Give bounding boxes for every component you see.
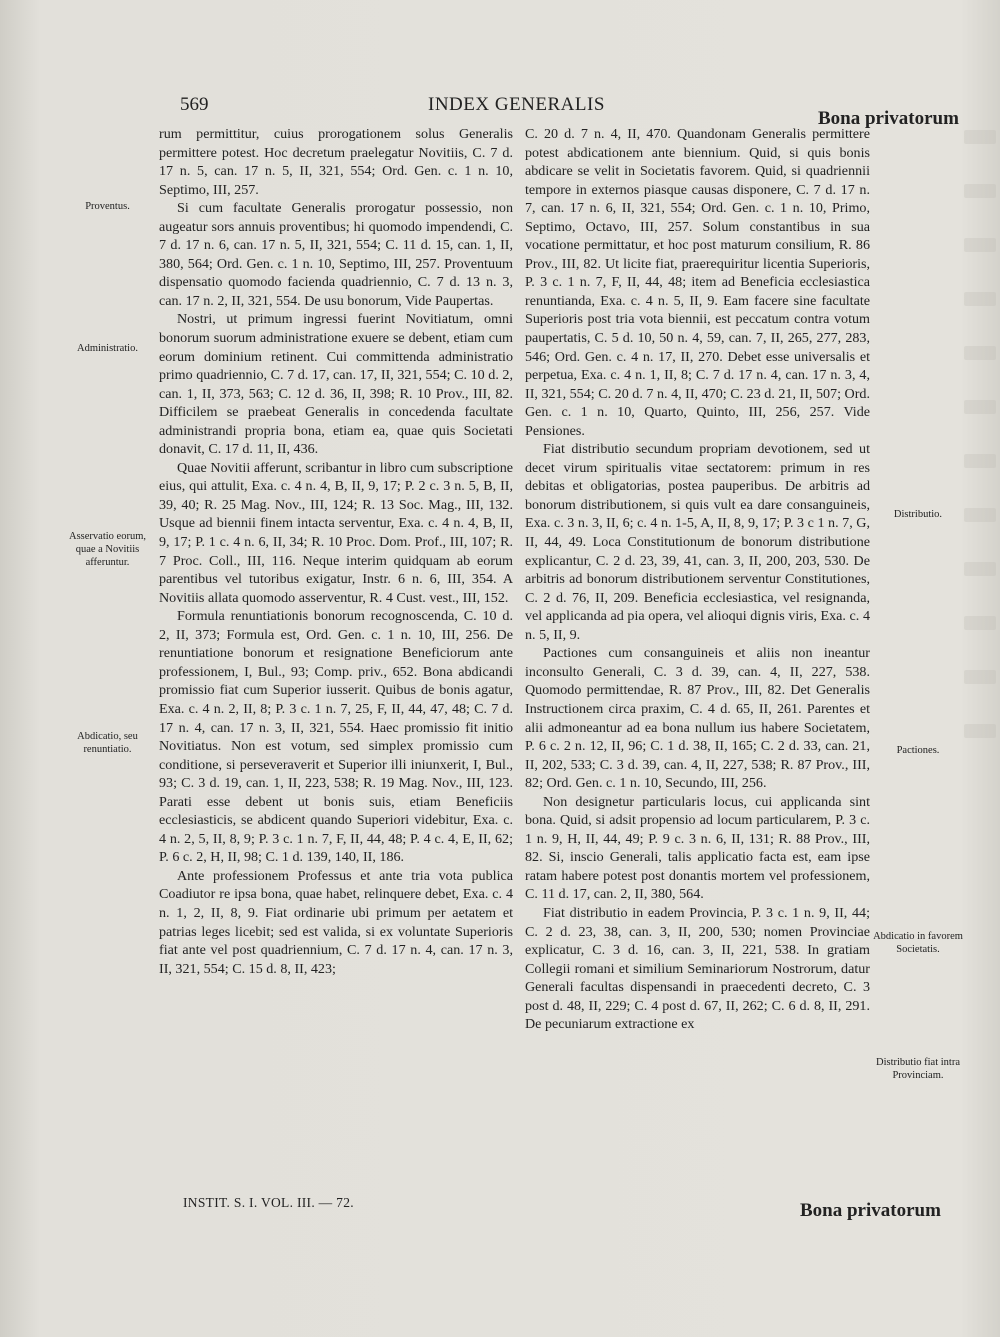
paragraph: C. 20 d. 7 n. 4, II, 470. Quandonam Generalis permittere potest abdicationem ante biennium. Quid, si quis bonis abdicare se velit in Societatis favorem. Quid, si quadriennii tempore in externos piasque causas disponere, C. 7 d. 17 n. 7, can. 17 n. 6, II, 321, 554; Ord. Gen. c. 1 n. 10, Primo, Septimo, Octavo, III, 257. Solum constantibus in sua vocatione permittatur, et hoc post maturum consilium, R. 86 Prov., III, 82. Ut licite fiat, praerequiritur licentia Superioris, P. 3 c. 1 n. 7, F, II, 44, 48; item ad Beneficia ecclesiastica renuntianda, Exa. c. 4 n. 5, II, 9. Eam facere sine facultate Superioris post tria vota biennii, est peccatum contra votum paupertatis, C. 5 d. 10, 50 n. 4, 59, can. 7, II, 265, 277, 283, 546; Ord. Gen. c. 4 n. 17, II, 270. Debet esse universalis et perpetua, Exa. c. 4 n. 1, II, 8; C. 7 d. 17 n. 4, can. 17 n. 3, 4, II, 321, 554; C. 20 d. 7 n. 4, II, 470; C. 23 d. 21, II, 507; Ord. Gen. c. 1 n. 10, Quarto, Quinto, III, 256, 257. Vide Pensiones.: [525, 126, 870, 439]
margin-note-administratio: Administratio.: [77, 343, 138, 354]
margin-note-pactiones: Pactiones.: [896, 745, 940, 756]
paragraph: Fiat distributio secundum propriam devotionem, sed ut decet virum spiritualis vitae sectatorem: primum in res debitas et obligatorias, postea pauperibus. De arbitris ad bonorum distributionem, si quis vult ea dare consanguineis, Exa. c. 3 n. 3, II, 6; c. 4 n. 1-5, A, II, 8, 9, 17; P. 3 c 1 n. 7, G, II, 44, 49. Loca Constitutionum de bonorum distributione explicantur, C. 2 d. 23, 39, 41, can. 3, II, 200, 203, 530. De arbitris ad bonorum distributionem serventur Constitutiones, C. 2 d. 76, II, 209. Beneficia ecclesiastica, vel resignanda, vel applicanda ad pia opera, vel alioqui dignis viris, Exa. c. 4 n. 5, II, 9.: [525, 441, 870, 643]
margin-note-asservatio: Asservatio eorum, quae a Novitiis afferuntur.: [69, 531, 146, 568]
page-title: INDEX GENERALIS: [428, 94, 605, 115]
right-column: [525, 125, 870, 1034]
bleed-through-margin: [960, 90, 1000, 1190]
paragraph: rum permittitur, cuius prorogationem solus Generalis permittere potest. Hoc decretum praelegatur Novitiis, C. 7 d. 17 n. 5, can. 17 n. 5, II, 321, 554; Ord. Gen. c. 1 n. 10, Septimo, III, 257.: [159, 126, 513, 198]
running-head: Bona privatorum: [818, 108, 959, 129]
paragraph: Pactiones cum consanguineis et aliis non ineantur inconsulto Generali, C. 3 d. 39, can. 4, II, 227, 538. Quomodo permittendae, R. 87 Prov., III, 82. Det Generalis Instructionem circa praxim, C. 4 d. 65, II, 261. Parentes et alii admoneantur ad ea bona nullum ius habere Societatem, P. 6 c. 2 n. 12, II, 96; C. 1 d. 38, II, 165; C. 2 d. 33, can. 21, II, 202, 533; C. 3 d. 39, can. 4, II, 227, 538; R. 87 Prov., III, 82; Ord. Gen. c. 1 n. 10, Secundo, III, 256.: [525, 645, 870, 792]
margin-note-abdicatio-favorem: Abdicatio in favorem Societatis.: [873, 931, 963, 955]
paragraph: Nostri, ut primum ingressi fuerint Novitiatum, omni bonorum suorum administratione exuere se debent, etiam cum eorum dominium retinent. Cui committenda administratio primo quadriennio, C. 7 d. 17, can. 17, II, 321, 554; C. 10 d. 2, can. 1, II, 373, 563; C. 12 d. 36, II, 398; R. 10 Prov., III, 82. Difficilem se praebeat Generalis in concedenda facultate administrandi propria bona, etiam ea, quae quis Societati donavit, C. 17 d. 11, II, 436.: [159, 311, 513, 458]
margin-note-distributio: Distributio.: [893, 509, 943, 520]
paragraph: Non designetur particularis locus, cui applicanda sint bona. Quid, si adsit propensio ad locum particularem, P. 3 c. 1 n. 9, H, II, 44, 49; P. 9 c. 3 n. 6, II, 131; R. 88 Prov., III, 82. Si, inscio Generali, talis applicatio facta est, eam ipse ratam habere potest post donantis mortem vel professionem, C. 11 d. 17, can. 2, II, 380, 564.: [525, 793, 870, 903]
paragraph: Formula renuntiationis bonorum recognoscenda, C. 10 d. 2, II, 373; Formula est, Ord. Gen. c. 1 n. 10, III, 256. De renuntiatione bonorum et resignatione Beneficiorum ante professionem, I, Bul., 93; Comp. priv., 652. Bona abdicandi promissio fiat cum Superior iusserit. Quibus de bonis agatur, Exa. c. 4 n. 2, II, 8; P. 3 c. 1 n. 7, 25, F, II, 44, 47, 48; C. 7 d. 17 n. 4, can. 17 n. 3, II, 321, 554. Haec promissio fit initio Novitiatus. Non est votum, sed simplex promissio cum conditione, si perseveraverit et Superior illi iniunxerit, I, Bul., 93; C. 3 d. 19, can. 1, II, 223, 538; R. 19 Mag. Nov., III, 123. Parati esse debent ut bonis suis, etiam Beneficiis ecclesiasticis, se abdicent quando Superiori videbitur, Exa. c. 4 n. 2, 5, II, 8, 9; P. 3 c. 1 n. 7, F, II, 44, 48; P. 4 c. 4, E, II, 62; P. 6 c. 2, H, II, 98; C. 1 d. 139, 140, II, 186.: [159, 608, 513, 866]
paragraph: Si cum facultate Generalis prorogatur possessio, non augeatur sors annuis proventibus; hi quomodo impendendi, C. 7 d. 17 n. 6, can. 17 n. 5, II, 321, 554; C. 11 d. 15, can. 1, II, 380, 564; Ord. Gen. c. 1 n. 10, Septimo, III, 257. Proventuum dispensatio quomodo facienda quadriennio, C. 7 d. 13 n. 3, can. 17 n. 2, II, 321, 554. De usu bonorum, Vide Paupertas.: [159, 200, 513, 309]
margin-note-proventus: Proventus.: [85, 201, 130, 212]
paragraph: Quae Novitii afferunt, scribantur in libro cum subscriptione eius, qui attulit, Exa. c. 4 n. 4, B, II, 9, 17; P. 2 c. 3 n. 5, B, II, 39, 40; R. 25 Mag. Nov., III, 124; R. 13 Soc. Mag., III, 132. Usque ad biennii finem intacta serventur, Exa. c. 4 n. 4, B, II, 9, 17; P. 1 c. 4 n. 6, II, 34; R. 10 Proc. Dom. Prof., III, 107; R. 7 Proc. Coll., III, 116. Neque interim quidquam ab eorum parentibus vel tutoribus exigatur, Instr. 6 n. 6, III, 354. A Novitiis allata quomodo asserventur, R. 4 Cust. vest., III, 152.: [159, 459, 513, 606]
footer-catchword: Bona privatorum: [800, 1200, 941, 1221]
footer-signature: INSTIT. S. I. VOL. III. — 72.: [183, 1195, 354, 1210]
page-number: 569: [180, 94, 209, 115]
margin-note-distributio-provinciam: Distributio fiat intra Provinciam.: [876, 1057, 960, 1081]
left-column: [159, 125, 513, 978]
paragraph: Ante professionem Professus et ante tria vota publica Coadiutor re ipsa bona, quae habet, relinquere debet, Exa. c. 4 n. 1, 2, II, 8, 9. Fiat ordinarie ubi primum per aetatem et patrias leges licebit; sed est valida, si ex voluntate Superioris fiat ante vel post quadriennium, C. 7 d. 17 n. 4, can. 17 n. 3, II, 321, 554; C. 15 d. 8, II, 423;: [159, 867, 513, 977]
paragraph: Fiat distributio in eadem Provincia, P. 3 c. 1 n. 9, II, 44; C. 2 d. 23, 38, can. 3, II, 200, 530; nomen Provinciae explicatur, C. 3 d. 16, can. 3, II, 221, 538. In gratiam Collegii romani et similium Seminariorum Nostrorum, datur Generali facultas dispensandi in praecedenti decreto, C. 3 post d. 48, II, 229; C. 4 post d. 67, II, 262; C. 6 d. 8, II, 291. De pecuniarum extractione ex: [525, 904, 870, 1033]
margin-note-abdicatio: Abdicatio, seu renuntiatio.: [77, 731, 138, 755]
